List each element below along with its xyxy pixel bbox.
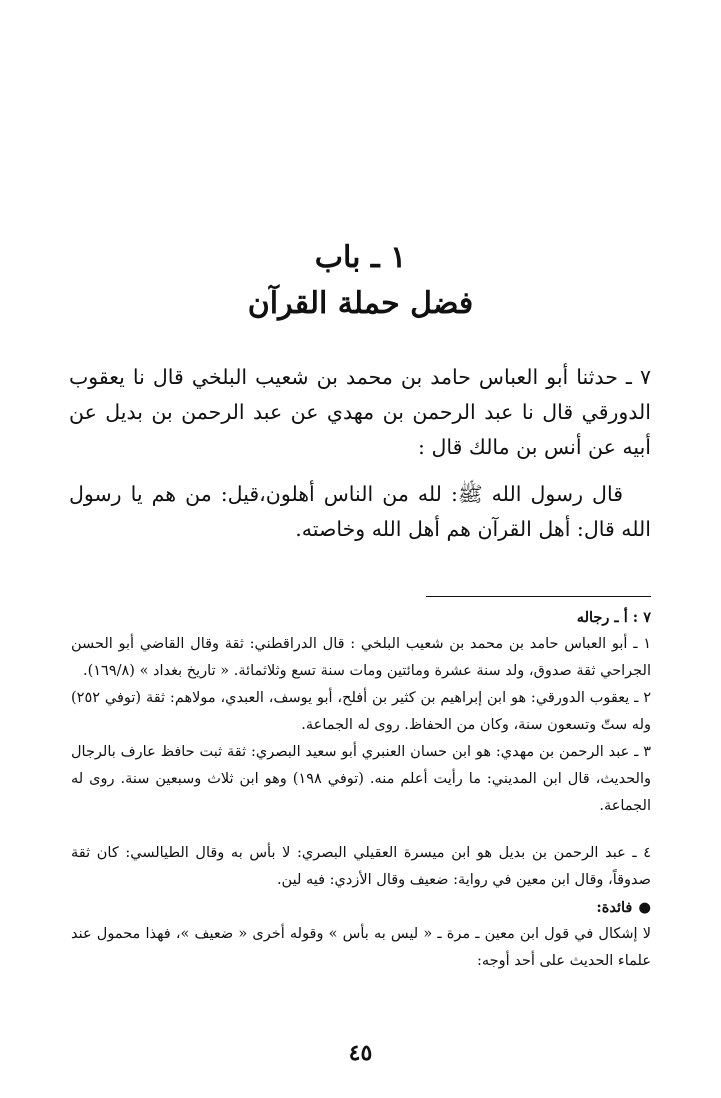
footnote-heading: ٧ : أ ـ رجاله: [576, 609, 651, 626]
footnote-entry: ٣ ـ عبد الرحمن بن مهدي: هو ابن حسان العنبري أبو سعيد البصري: ثقة ثبت حافظ عارف بالرجال والحديث، قال ابن المديني: ما رأيت أعلم منه. (توفي ١٩٨) وهو ابن ثلاث وسبعين سنة. روى له الجماعة.: [71, 744, 652, 814]
chapter-number: ١ ـ باب: [314, 240, 407, 275]
benefit-text: لا إشكال في قول ابن معين ـ مرة ـ « ليس به بأس » وقوله أخرى « ضعيف »، فهذا محمول عند علماء الحديث على أحد أوجه:: [71, 926, 651, 969]
footnote-entry: ٤ ـ عبد الرحمن بن بديل هو ابن ميسرة العقيلي البصري: لا بأس به وقال الطيالسي: كان ثقة صدوقاً، وقال ابن معين في رواية: ضعيف وقال الأزدي: فيه لين.: [71, 845, 651, 888]
bullet-icon: ●: [638, 899, 651, 916]
page-number: ٤٥: [348, 1040, 373, 1066]
footnotes-section: [71, 604, 651, 975]
benefit-heading-label: فائدة:: [596, 899, 633, 916]
footnote-entry: ١ ـ أبو العباس حامد بن محمد بن شعيب البلخي : قال الدراقطني: ثقة وقال القاضي أبو الحسن الجراحي ثقة صدوق، ولد سنة عشرة ومائتين ومات سنة تسع وثلاثمائة. « تاريخ بغداد » (١٦٩/٨).: [71, 636, 651, 679]
chapter-title: فضل حملة القرآن: [247, 286, 474, 321]
hadith-matn: قال رسول الله ﷺ: لله من الناس أهلون،قيل: من هم يا رسول الله قال: أهل القرآن هم أهل الله وخاصته.: [69, 482, 651, 541]
footnote-spacer: [71, 820, 651, 840]
footnote-divider: [426, 596, 651, 597]
footnote-entry: ٢ ـ يعقوب الدورقي: هو ابن إبراهيم بن كثير بن أفلح، أبو يوسف، العبدي، مولاهم: ثقة (توفي ٢٥٢) وله ستّ وتسعون سنة، وكان من الحفاظ. روى له الجماعة.: [71, 690, 651, 733]
hadith-isnad: ٧ ـ حدثنا أبو العباس حامد بن محمد بن شعيب البلخي قال نا يعقوب الدورقي قال نا عبد الرحمن بن مهدي عن عبد الرحمن بن بديل عن أبيه عن أنس بن مالك قال :: [69, 365, 651, 459]
benefit-heading: [71, 894, 651, 921]
